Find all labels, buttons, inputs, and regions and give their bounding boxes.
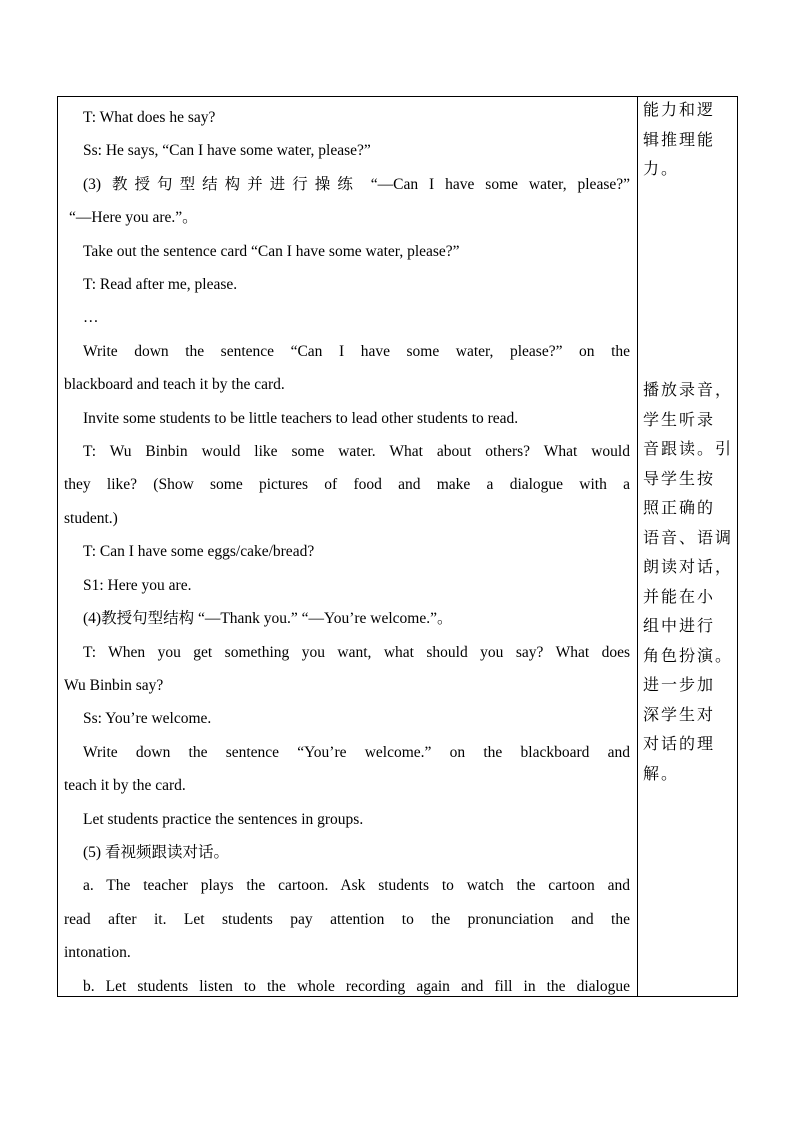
text-line: a. The teacher plays the cartoon. Ask students to watch the cartoon and [83, 877, 630, 895]
note-line: 进一步加 [643, 675, 716, 694]
note-line: 播放录音， [643, 380, 734, 399]
design-intent-note-2 [643, 375, 733, 788]
procedure-column [64, 101, 630, 1003]
note-line: 学生听录 [643, 409, 716, 429]
text-line: Invite some students to be little teachers to lead other students to read. [83, 409, 519, 427]
text-line: Let students practice the sentences in groups. [83, 810, 364, 828]
note-line: 朗读对话， [643, 557, 734, 576]
text-line: student.) [64, 509, 118, 527]
column-divider [637, 97, 638, 996]
text-line: intonation. [64, 944, 131, 962]
text-line: Ss: He says, “Can I have some water, please?” [83, 142, 371, 160]
text-line: Take out the sentence card “Can I have some water, please?” [83, 242, 460, 260]
text-line: … [83, 309, 99, 327]
note-line: 音跟读。引 [643, 439, 734, 458]
text-line: (5) 看视频跟读对话。 [83, 843, 229, 861]
note-line: 组中进行 [643, 616, 716, 635]
text-line: blackboard and teach it by the card. [64, 376, 285, 394]
note-line: 解。 [643, 763, 680, 783]
text-line: T: What does he say? [83, 109, 216, 126]
note-line: 辑推理能 [643, 129, 716, 149]
note-line: 语音、语调 [643, 527, 734, 547]
text-line: b. Let students listen to the whole recording again and fill in the dialogue [83, 977, 630, 995]
text-line: Ss: You’re welcome. [83, 710, 212, 728]
lesson-table [57, 96, 738, 997]
text-line: S1: Here you are. [83, 576, 192, 594]
text-line: read after it. Let students pay attention to the pronunciation and the [64, 910, 630, 928]
text-line: Write down the sentence “Can I have some water, please?” on the [83, 342, 630, 360]
text-line: T: When you get something you want, what should you say? What does [83, 643, 630, 661]
note-line: 能力和逻 [643, 100, 716, 119]
note-line: 导学生按 [643, 468, 716, 488]
note-line: 照正确的 [643, 498, 716, 517]
text-line: Wu Binbin say? [64, 676, 164, 694]
design-intent-note-1 [643, 95, 733, 184]
note-line: 并能在小 [643, 586, 716, 606]
text-line: “—Here you are.”。 [69, 209, 198, 227]
text-line: (4)教授句型结构 “—Thank you.” “—You’re welcome.”。 [83, 610, 453, 628]
text-line: Write down the sentence “You’re welcome.” on the blackboard and [83, 743, 630, 761]
text-line: T: Can I have some eggs/cake/bread? [83, 543, 315, 561]
note-line: 深学生对 [643, 704, 716, 724]
text-line: T: Wu Binbin would like some water. What about others? What would [83, 443, 630, 461]
text-line: (3) 教授句型结构并进行操练 “—Can I have some water, please?” [83, 175, 630, 193]
note-line: 角色扮演。 [643, 645, 734, 665]
note-line: 力。 [643, 159, 680, 178]
text-line: they like? (Show some pictures of food and make a dialogue with a [64, 476, 630, 494]
text-line: teach it by the card. [64, 777, 186, 795]
note-line: 对话的理 [643, 734, 716, 753]
text-line: T: Read after me, please. [83, 276, 238, 294]
